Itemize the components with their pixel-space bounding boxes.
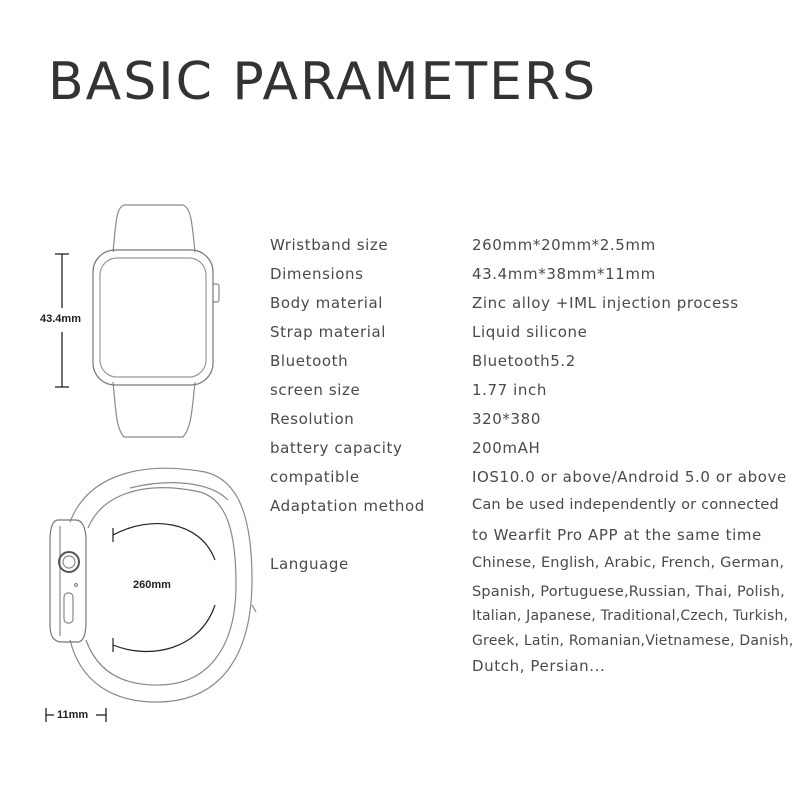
spec-label-dimensions: Dimensions — [270, 265, 364, 283]
circumference-dimension-label: 260mm — [133, 579, 171, 591]
height-dimension-label: 43.4mm — [40, 313, 81, 325]
spec-label-resolution: Resolution — [270, 410, 355, 428]
spec-label-compatible: compatible — [270, 468, 360, 486]
spec-value-resolution: 320*380 — [472, 410, 541, 428]
thickness-dimension-label: 11mm — [57, 709, 89, 721]
spec-value-screen-size: 1.77 inch — [472, 381, 547, 399]
spec-value-language-line-2: Spanish, Portuguese,Russian, Thai, Polish, — [472, 584, 785, 600]
spec-label-body-material: Body material — [270, 294, 384, 312]
spec-value-language-line-1: Chinese, English, Arabic, French, German, — [472, 555, 785, 571]
spec-label-strap-material: Strap material — [270, 323, 387, 341]
spec-label-adaptation-method: Adaptation method — [270, 497, 425, 515]
spec-label-language: Language — [270, 555, 349, 573]
spec-value-bluetooth: Bluetooth5.2 — [472, 352, 576, 370]
spec-value-compatible: IOS10.0 or above/Android 5.0 or above — [472, 468, 787, 486]
spec-value-adaptation-method-line-2: to Wearfit Pro APP at the same time — [472, 526, 762, 544]
spec-label-battery-capacity: battery capacity — [270, 439, 403, 457]
spec-value-language-line-4: Greek, Latin, Romanian,Vietnamese, Danish, — [472, 633, 794, 649]
spec-label-wristband-size: Wristband size — [270, 236, 389, 254]
spec-value-strap-material: Liquid silicone — [472, 323, 588, 341]
page-title: BASIC PARAMETERS — [48, 52, 598, 112]
spec-label-screen-size: screen size — [270, 381, 361, 399]
spec-value-wristband-size: 260mm*20mm*2.5mm — [472, 236, 656, 254]
spec-value-dimensions: 43.4mm*38mm*11mm — [472, 265, 656, 283]
spec-label-bluetooth: Bluetooth — [270, 352, 349, 370]
spec-value-adaptation-method-line-1: Can be used independently or connected — [472, 497, 779, 513]
spec-value-body-material: Zinc alloy +IML injection process — [472, 294, 739, 312]
spec-value-language-line-3: Italian, Japanese, Traditional,Czech, Turkish, — [472, 608, 789, 624]
spec-value-language-line-5: Dutch, Persian... — [472, 657, 606, 675]
spec-value-battery-capacity: 200mAH — [472, 439, 541, 457]
